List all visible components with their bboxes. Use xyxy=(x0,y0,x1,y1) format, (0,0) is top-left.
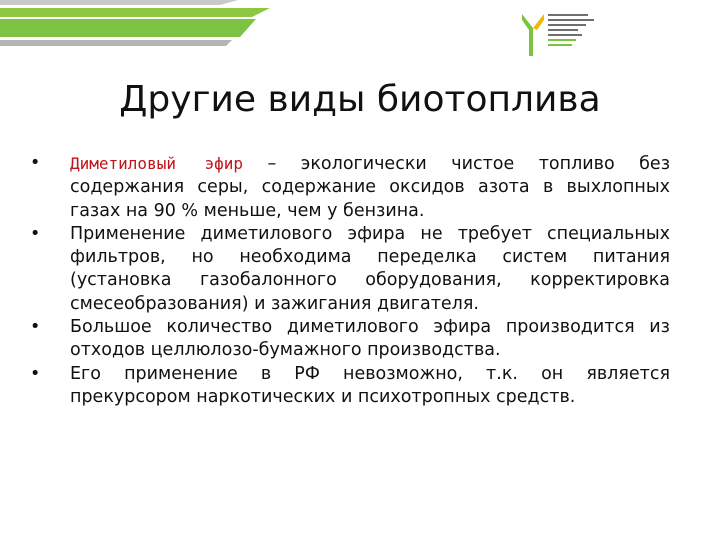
bullet-list xyxy=(30,152,670,409)
bullet-icon: • xyxy=(30,317,41,338)
bullet-item xyxy=(30,363,670,410)
bullet-text: Большое количество диметилового эфира производится из отходов целлюлозо-бумажного производства. xyxy=(70,317,670,361)
bullet-text xyxy=(70,152,670,223)
university-logo-icon xyxy=(520,12,600,60)
highlighted-term: Диметиловый эфир xyxy=(70,154,244,173)
bullet-item xyxy=(30,152,670,223)
bullet-icon: • xyxy=(30,153,41,173)
bullet-text: Его применение в РФ невозможно, т.к. он является прекурсором наркотических и психотропных средств. xyxy=(70,363,670,407)
bullet-text: Применение диметилового эфира не требует специальных фильтров, но необходима переделка систем питания (установка газобалонного оборудования, корректировка смесеобразования) и зажигания двигателя. xyxy=(70,223,670,314)
bullet-item xyxy=(30,223,670,316)
bullet-icon: • xyxy=(30,223,41,244)
bullet-body: – экологически чистое топливо без содержания серы, содержание оксидов азота в выхлопных газах на 90 % меньше, чем у бензина. xyxy=(70,154,670,221)
bullet-item xyxy=(30,316,670,363)
bullet-icon: • xyxy=(30,363,41,384)
decorative-header-band xyxy=(0,0,720,50)
slide-title: Другие виды биотоплива xyxy=(119,79,601,120)
